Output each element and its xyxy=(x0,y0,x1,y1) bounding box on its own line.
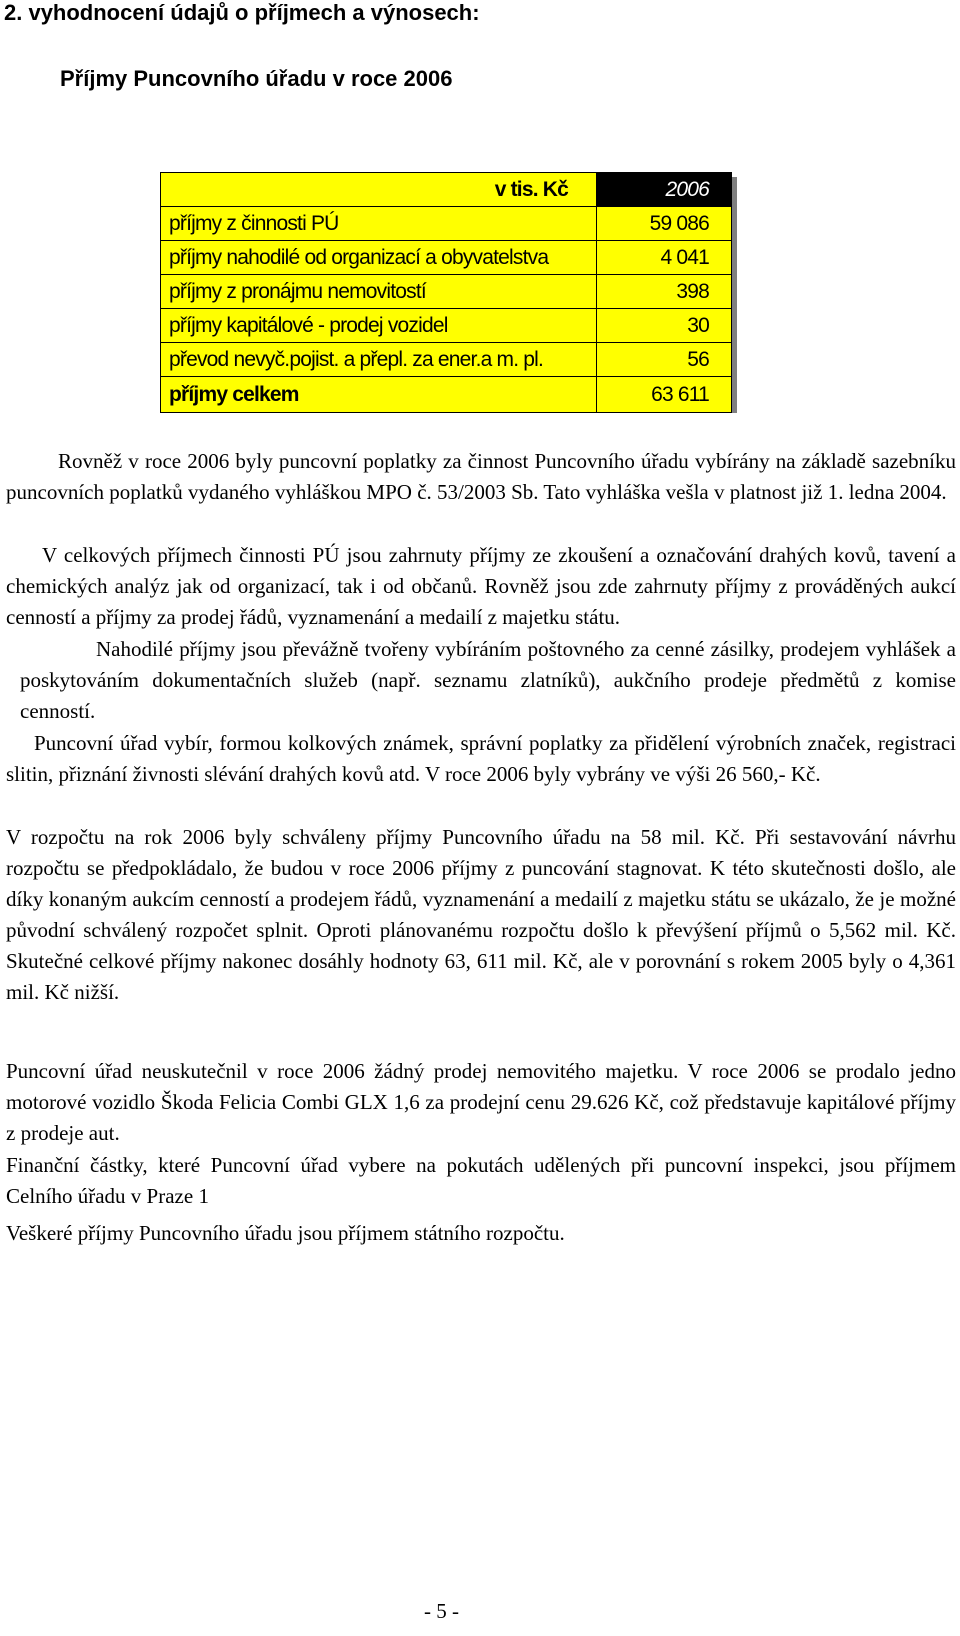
table-row xyxy=(161,343,732,377)
paragraph-budget: V rozpočtu na rok 2006 byly schváleny příjmy Puncovního úřadu na 58 mil. Kč. Při sestavování návrhu rozpočtu se předpokládalo, že budou v roce 2006 příjmy z puncování stagnovat. K této skutečnosti došlo, ale díky konaným aukcím cenností a prodejem řádů, vyznamenání a medailí z majetku státu se ukázalo, že je možné původní schválený rozpočet splnit. Oproti plánovanému rozpočtu došlo k převýšení příjmů o 5,562 mil. Kč. Skutečné celkové příjmy nakonec dosáhly hodnoty 63, 611 mil. Kč, ale v porovnání s rokem 2005 byly o 4,361 mil. Kč nižší. xyxy=(6,825,956,1004)
row-value: 56 xyxy=(597,343,732,377)
table-row xyxy=(161,241,732,275)
paragraph-fee-decree: Rovněž v roce 2006 byly puncovní poplatky za činnost Puncovního úřadu vybírány na základě sazebníku puncovních poplatků vydaného vyhláškou MPO č. 53/2003 Sb. Tato vyhláška vešla v platnost již 1. ledna 2004. xyxy=(6,449,956,504)
table-row xyxy=(161,275,732,309)
row-value: 30 xyxy=(597,309,732,343)
table-header-row xyxy=(161,173,732,207)
total-value: 63 611 xyxy=(597,377,732,413)
page-number: - 5 - xyxy=(424,1599,459,1623)
row-label: příjmy kapitálové - prodej vozidel xyxy=(161,309,597,343)
paragraph-incidental-income: Nahodilé příjmy jsou převážně tvořeny vybíráním poštovného za cenné zásilky, prodejem vyhlášek a poskytováním dokumentačních služeb (např. seznamu zlatníků), aukčního prodeje předmětů z komise cenností. xyxy=(20,637,956,723)
header-unit-cell: v tis. Kč xyxy=(161,173,597,207)
row-label: příjmy z činnosti PÚ xyxy=(161,207,597,241)
paragraph-administrative-fees: Puncovní úřad vybír, formou kolkových známek, správní poplatky za přidělení výrobních značek, registraci slitin, přiznání živnosti slévání drahých kovů atd. V roce 2006 byly vybrány ve výši 26 560,- Kč. xyxy=(6,731,956,786)
paragraph-fines: Finanční částky, které Puncovní úřad vybere na pokutách udělených při puncovní inspekci, jsou příjmem Celního úřadu v Praze 1 xyxy=(6,1153,956,1208)
row-value: 4 041 xyxy=(597,241,732,275)
table-total-row xyxy=(161,377,732,413)
table-row xyxy=(161,207,732,241)
section-title: 2. vyhodnocení údajů o příjmech a výnosech: xyxy=(4,0,480,25)
row-label: příjmy z pronájmu nemovitostí xyxy=(161,275,597,309)
total-label: příjmy celkem xyxy=(161,377,597,413)
header-year-cell: 2006 xyxy=(597,173,732,207)
paragraph-asset-sales: Puncovní úřad neuskutečnil v roce 2006 žádný prodej nemovitého majetku. V roce 2006 se prodalo jedno motorové vozidlo Škoda Felicia Combi GLX 1,6 za prodejní cenu 29.626 Kč, což představuje kapitálové příjmy z prodeje aut. xyxy=(6,1059,956,1145)
paragraph-income-composition: V celkových příjmech činnosti PÚ jsou zahrnuty příjmy ze zkoušení a označování drahých kovů, tavení a chemických analýz jak od organizací, tak i od občanů. Rovněž jsou zde zahrnuty příjmy z prováděných aukcí cenností a příjmy za prodej řádů, vyznamenání a medailí z majetku státu. xyxy=(6,543,956,629)
income-table-wrapper xyxy=(160,172,732,408)
row-label: převod nevyč.pojist. a přepl. za ener.a m. pl. xyxy=(161,343,597,377)
income-table xyxy=(160,172,732,413)
table-caption: Příjmy Puncovního úřadu v roce 2006 xyxy=(60,66,453,91)
row-label: příjmy nahodilé od organizací a obyvatelstva xyxy=(161,241,597,275)
row-value: 59 086 xyxy=(597,207,732,241)
table-row xyxy=(161,309,732,343)
paragraph-state-budget: Veškeré příjmy Puncovního úřadu jsou příjmem státního rozpočtu. xyxy=(6,1221,565,1245)
row-value: 398 xyxy=(597,275,732,309)
